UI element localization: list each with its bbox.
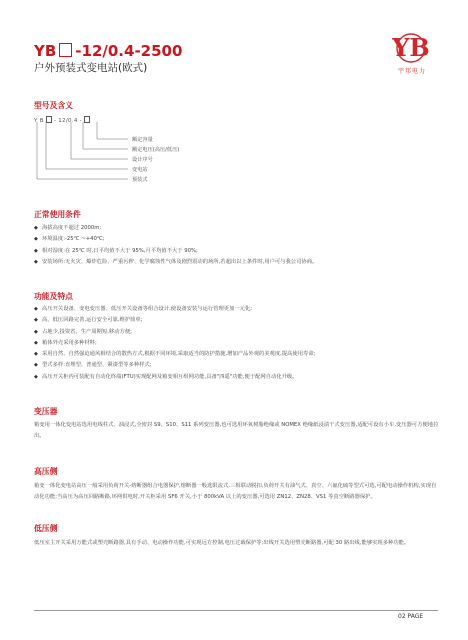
model-box-icon	[46, 116, 52, 123]
page-title	[34, 42, 182, 60]
footer-divider	[34, 610, 438, 611]
model-label: 额定容量	[132, 137, 153, 143]
connector-line	[97, 122, 128, 139]
list-item: ◆ 相对湿度:在 25℃ 时,日平均值不大于 95%,月平均值不大于 90%;	[34, 246, 439, 257]
list-item: ◆ 海拔高度不超过 2000m;	[34, 223, 439, 234]
model-code	[34, 116, 90, 124]
hv-side-text: 箱变一体化变电站高压一般采用负荷开关-熔断器组合电器保护,熔断器一般选限流式,三相联动脱扣,负荷开关有油气式、真空、六氟化硫等型式可选,可配电动操作机构,实现自动化功能;当高压为高压回路断路,环网供电时,开关柜采用 SF6 开关,小于 800kVA 以上的变压器,可选用 ZN12、ZN28、VS1 等真空断路器保护。	[34, 483, 437, 500]
model-code-prefix: Y B	[34, 118, 44, 124]
features-list	[34, 304, 439, 383]
title-block	[34, 42, 182, 75]
connector-line	[46, 122, 128, 169]
logo-letters: YB	[392, 33, 430, 62]
list-item: ◆ 高压开关设备、变电变压器、低压开关设备等组合设计,使设备安装与运行管理更加一元化;	[34, 304, 439, 315]
list-item: ◆ 采用自然、自然强迫通风相结合的散热方式,根据不同环境,采取适当的防护措施,增加产品外观的美观度,提高使用寿命;	[34, 349, 439, 360]
model-label: 设计序号	[132, 157, 153, 163]
lv-side-text: 低压室主开关采用万能式或塑壳断路器,具有手动、电动操作功能,可实现远方控制,电压过载保护等;出线开关选用塑壳断路器,可配 30 路出线,能够实现多种功能。	[34, 540, 410, 546]
list-item: ◆ 高压开关柜内可装配有自动化终端(FTU)实现配网及箱变相互组网功能,具备"四遥"功能,便于配网自动化升级。	[34, 372, 439, 383]
section-title-model: 型号及含义	[34, 101, 73, 110]
list-item: ◆ 箱体外壳采用多种材料;	[34, 338, 439, 349]
section-title-conditions: 正常使用条件	[34, 210, 81, 219]
connector-line	[71, 122, 128, 159]
section-title-lv-side: 低压侧	[34, 524, 58, 533]
model-box-icon	[84, 116, 90, 123]
list-item: ◆ 型式多样:直埋型、普通型、紧凑型等多种样式;	[34, 360, 439, 371]
connector-line	[83, 122, 128, 149]
connector-line	[37, 122, 128, 179]
list-item: ◆ 环境温度:-25℃ ~+40℃;	[34, 234, 439, 245]
model-label: 额定电压(高压/低压)	[132, 147, 180, 153]
model-code-suffix: - 12/0.4 -	[53, 118, 82, 124]
model-label: 预装式	[132, 177, 148, 183]
transformer-text: 箱变用一体化变电站选用电线柱式、油浸式,全密封 S9、S10、S11 系列变压器,也可选用环氧树脂绝缘或 NOMEX 绝缘纸浸渍干式变压器,适配可设有小车,变压器可方便地拉出。	[34, 422, 439, 439]
title-suffix: -12/0.4-2500	[75, 42, 183, 60]
section-title-features: 功能及特点	[34, 292, 73, 301]
list-item: ◆ 安装场所:无火灾、爆炸危险、严重污秽、化学腐蚀性气体及剧烈震动的场所,若超出以上条件时,用户可与我公司协商。	[34, 257, 439, 268]
model-label: 变电站	[132, 167, 148, 173]
section-title-hv-side: 高压侧	[34, 467, 58, 476]
page-subtitle: 户外预装式变电站(欧式)	[34, 62, 148, 74]
logo-caption: 宇邦电力	[397, 68, 426, 75]
list-item: ◆ 高、低压回路完善,运行安全可靠,维护简单;	[34, 315, 439, 326]
page-number: 02 PAGE	[398, 613, 424, 620]
placeholder-box-icon	[59, 43, 72, 57]
section-title-transformer: 变压器	[34, 407, 58, 416]
title-prefix: YB	[34, 42, 57, 60]
list-item: ◆ 占地少,投资省、生产周期短,移动方便;	[34, 327, 439, 338]
conditions-list	[34, 223, 439, 268]
